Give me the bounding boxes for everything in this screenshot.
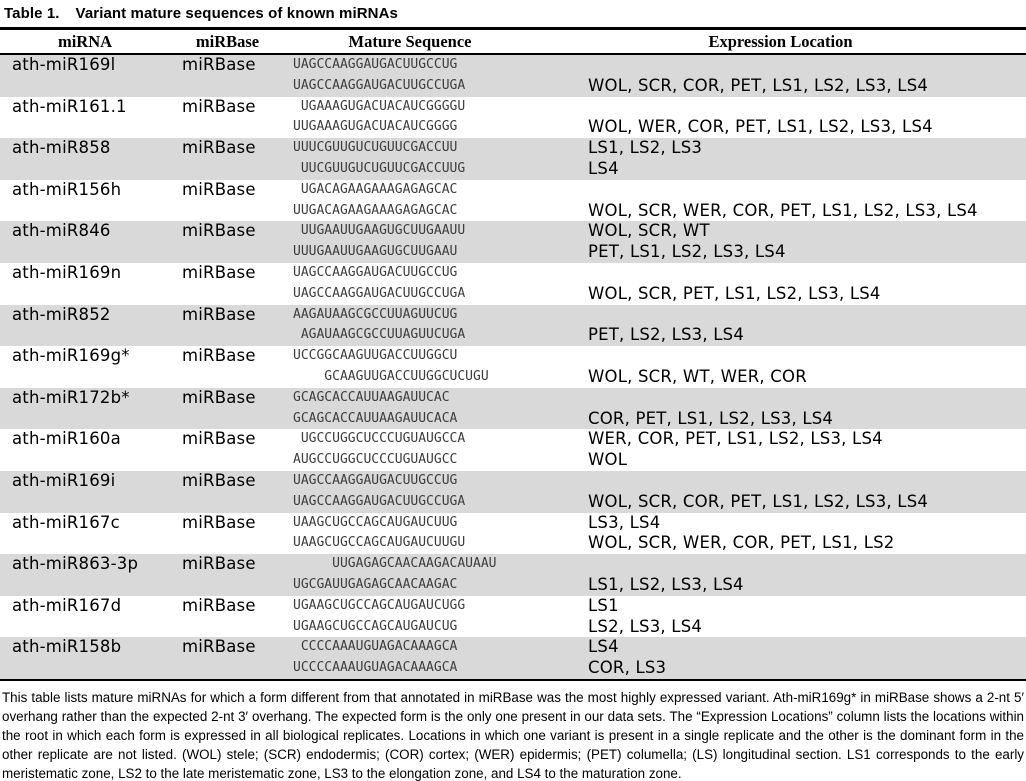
sequence-line-2: UCCCCAAAUGUAGACAAAGCA <box>293 660 458 676</box>
location-line-1 <box>588 55 1026 76</box>
location-line-1 <box>588 97 1026 118</box>
table-footnote: This table lists mature miRNAs for which a form different from that annotated in miRBase was the most highly expressed variant. Ath-miR169g* in miRBase shows a 2-nt 5′ overhang rather than the expected 2-nt 3′ overhang. The expected form is the only one present in our data sets. The “Expression Locations” column lists the locations within the root in which each form is expressed in all biological replicates. Locations in which one variant is present in a single replicate and the other is the dominant form in the other replicate are not listed. (WOL) stele; (SCR) endodermis; (COR) cortex; (WER) epidermis; (PET) columella; (LS) longitudinal section. LS1 corresponds to the early meristematic zone, LS2 to the late meristematic zone, LS3 to the elongation zone, and LS4 to the maturation zone. <box>2 689 1024 781</box>
mature-sequence <box>285 471 535 513</box>
mature-sequence <box>285 388 535 430</box>
sequence-line-1: UUGAAUUGAAGUGCUUGAAUU <box>293 223 466 239</box>
sequence-line-2: UUGAAAGUGACUACAUCGGGG <box>293 119 458 135</box>
location-line-2: WOL, WER, COR, PET, LS1, LS2, LS3, LS4 <box>588 117 933 137</box>
location-line-2: PET, LS1, LS2, LS3, LS4 <box>588 242 786 262</box>
mirbase-source: miRBase <box>182 595 256 615</box>
sequence-line-1: UAAGCUGCCAGCAUGAUCUUG <box>293 514 458 530</box>
table-body <box>0 55 1026 679</box>
expression-location <box>535 637 1026 679</box>
location-line-2: WOL, SCR, COR, PET, LS1, LS2, LS3, LS4 <box>588 75 929 95</box>
location-line-1: LS4 <box>588 637 619 657</box>
expression-location <box>535 221 1026 263</box>
sequence-line-2: UAGCCAAGGAUGACUUGCCUGA <box>293 77 466 93</box>
sequence-line-1: UGAAAGUGACUACAUCGGGGU <box>293 98 466 114</box>
table-title <box>0 0 1026 27</box>
header-mirbase: miRBase <box>195 32 260 51</box>
mirbase-source: miRBase <box>182 429 256 449</box>
mirna-name: ath-miR160a <box>12 429 121 449</box>
sequence-line-1: UUGAGAGCAACAAGACAUAAU <box>293 556 497 572</box>
mature-sequence <box>285 55 535 97</box>
sequence-line-2: UUGACAGAAGAAAGAGAGCAC <box>293 202 458 218</box>
mirbase-source: miRBase <box>182 470 256 490</box>
expression-location <box>535 263 1026 305</box>
expression-location <box>535 55 1026 97</box>
location-line-1 <box>588 554 1026 575</box>
location-line-2: LS1, LS2, LS3, LS4 <box>588 574 744 594</box>
mature-sequence <box>285 554 535 596</box>
location-line-1: LS3, LS4 <box>588 512 661 532</box>
mature-sequence <box>285 221 535 263</box>
location-line-1: WER, COR, PET, LS1, LS2, LS3, LS4 <box>588 429 883 449</box>
mirna-name: ath-miR156h <box>12 179 122 199</box>
sequence-line-2: GCAAGUUGACCUUGGCUCUGU <box>293 368 489 384</box>
mirna-name: ath-miR172b* <box>12 387 130 407</box>
location-line-2: LS2, LS3, LS4 <box>588 616 703 636</box>
sequence-line-2: UAAGCUGCCAGCAUGAUCUUGU <box>293 535 466 551</box>
location-line-2: WOL, SCR, WT, WER, COR <box>588 366 807 386</box>
mirbase-source: miRBase <box>182 637 256 657</box>
bottom-rule <box>0 679 1026 681</box>
mirna-name: ath-miR169l <box>12 55 116 74</box>
mature-sequence <box>285 637 535 679</box>
mature-sequence <box>285 180 535 222</box>
mirna-name: ath-miR167d <box>12 595 122 615</box>
sequence-line-1: UAGCCAAGGAUGACUUGCCUG <box>293 57 458 72</box>
expression-location <box>535 305 1026 347</box>
table-row <box>0 554 1026 596</box>
expression-location <box>535 97 1026 139</box>
expression-location <box>535 596 1026 638</box>
mirbase-source: miRBase <box>182 512 256 532</box>
table-row <box>0 346 1026 388</box>
mature-sequence <box>285 263 535 305</box>
sequence-line-1: UUUCGUUGUCUGUUCGACCUU <box>293 140 458 156</box>
table-row <box>0 388 1026 430</box>
mature-sequence <box>285 305 535 347</box>
mirna-name: ath-miR167c <box>12 512 120 532</box>
table-row <box>0 138 1026 180</box>
mature-sequence <box>285 513 535 555</box>
mirbase-source: miRBase <box>182 55 256 74</box>
location-line-1 <box>588 388 1026 409</box>
expression-location <box>535 180 1026 222</box>
header-expression-location: Expression Location <box>708 32 853 51</box>
table-row <box>0 513 1026 555</box>
sequence-line-1: UAGCCAAGGAUGACUUGCCUG <box>293 472 458 488</box>
table-row <box>0 471 1026 513</box>
sequence-line-1: UAGCCAAGGAUGACUUGCCUG <box>293 264 458 280</box>
expression-location <box>535 346 1026 388</box>
sequence-line-2: UGAAGCUGCCAGCAUGAUCUG <box>293 618 458 634</box>
sequence-line-2: UUUGAAUUGAAGUGCUUGAAU <box>293 244 458 260</box>
location-line-2: COR, PET, LS1, LS2, LS3, LS4 <box>588 408 834 428</box>
sequence-line-1: UGAAGCUGCCAGCAUGAUCUGG <box>293 597 466 613</box>
expression-location <box>535 138 1026 180</box>
sequence-line-2: UAGCCAAGGAUGACUUGCCUGA <box>293 493 466 509</box>
location-line-2: WOL, SCR, WER, COR, PET, LS1, LS2 <box>588 533 895 553</box>
sequence-line-2: UGCGAUUGAGAGCAACAAGAC <box>293 576 458 592</box>
location-line-2: PET, LS2, LS3, LS4 <box>588 325 745 345</box>
mirbase-source: miRBase <box>182 262 256 282</box>
mirbase-source: miRBase <box>182 96 256 116</box>
table-row <box>0 429 1026 471</box>
location-line-1 <box>588 346 1026 367</box>
mirna-name: ath-miR858 <box>12 138 111 158</box>
mirbase-source: miRBase <box>182 138 256 158</box>
table-caption: Variant mature sequences of known miRNAs <box>75 5 398 22</box>
expression-location <box>535 513 1026 555</box>
expression-location <box>535 388 1026 430</box>
location-line-1: LS1, LS2, LS3 <box>588 138 703 158</box>
mature-sequence <box>285 97 535 139</box>
location-line-1: LS1 <box>588 595 619 615</box>
table-row <box>0 180 1026 222</box>
mirna-name: ath-miR846 <box>12 221 111 241</box>
mirbase-source: miRBase <box>182 554 256 574</box>
sequence-line-2: UAGCCAAGGAUGACUUGCCUGA <box>293 285 466 301</box>
mirbase-source: miRBase <box>182 304 256 324</box>
mature-sequence <box>285 596 535 638</box>
sequence-line-1: CCCCAAAUGUAGACAAAGCA <box>293 639 458 655</box>
location-line-2: WOL, SCR, COR, PET, LS1, LS2, LS3, LS4 <box>588 491 929 511</box>
table-number: Table 1. <box>4 5 60 22</box>
table-row <box>0 637 1026 679</box>
mirbase-source: miRBase <box>182 221 256 241</box>
header-mature-sequence: Mature Sequence <box>348 32 472 51</box>
expression-location <box>535 429 1026 471</box>
table-row <box>0 596 1026 638</box>
mirna-name: ath-miR863-3p <box>12 554 139 574</box>
mirbase-source: miRBase <box>182 387 256 407</box>
mirna-name: ath-miR169n <box>12 262 122 282</box>
location-line-1 <box>588 263 1026 284</box>
mirna-name: ath-miR852 <box>12 304 111 324</box>
mature-sequence <box>285 429 535 471</box>
location-line-1 <box>588 180 1026 201</box>
location-line-1 <box>588 305 1026 326</box>
sequence-line-2: GCAGCACCAUUAAGAUUCACA <box>293 410 458 426</box>
sequence-line-1: GCAGCACCAUUAAGAUUCAC <box>293 389 450 405</box>
sequence-line-2: AGAUAAGCGCCUUAGUUCUGA <box>293 327 466 343</box>
expression-location <box>535 554 1026 596</box>
table-row <box>0 55 1026 97</box>
sequence-line-1: UGCCUGGCUCCCUGUAUGCCA <box>293 431 466 447</box>
location-line-2: WOL, SCR, WER, COR, PET, LS1, LS2, LS3, LS4 <box>588 200 978 220</box>
mirna-name: ath-miR158b <box>12 637 122 657</box>
location-line-1: WOL, SCR, WT <box>588 221 710 241</box>
sequence-line-1: AAGAUAAGCGCCUUAGUUCUG <box>293 306 458 322</box>
location-line-2: WOL, SCR, PET, LS1, LS2, LS3, LS4 <box>588 283 881 303</box>
mirna-name: ath-miR161.1 <box>12 96 127 116</box>
location-line-2: LS4 <box>588 158 619 178</box>
table-row <box>0 263 1026 305</box>
header-mirna: miRNA <box>57 32 113 51</box>
table-row <box>0 97 1026 139</box>
expression-location <box>535 471 1026 513</box>
sequence-line-2: AUGCCUGGCUCCCUGUAUGCC <box>293 452 458 468</box>
mature-sequence <box>285 138 535 180</box>
table-header-row <box>0 30 1026 53</box>
table-row <box>0 221 1026 263</box>
table-row <box>0 305 1026 347</box>
location-line-2: COR, LS3 <box>588 658 667 678</box>
mirbase-source: miRBase <box>182 179 256 199</box>
mirna-name: ath-miR169i <box>12 470 116 490</box>
mature-sequence <box>285 346 535 388</box>
sequence-line-2: UUCGUUGUCUGUUCGACCUUG <box>293 160 466 176</box>
mirbase-source: miRBase <box>182 346 256 366</box>
sequence-line-1: UGACAGAAGAAAGAGAGCAC <box>293 181 458 197</box>
mirna-name: ath-miR169g* <box>12 346 130 366</box>
location-line-2: WOL <box>588 450 628 470</box>
sequence-line-1: UCCGGCAAGUUGACCUUGGCU <box>293 348 458 364</box>
location-line-1 <box>588 471 1026 492</box>
